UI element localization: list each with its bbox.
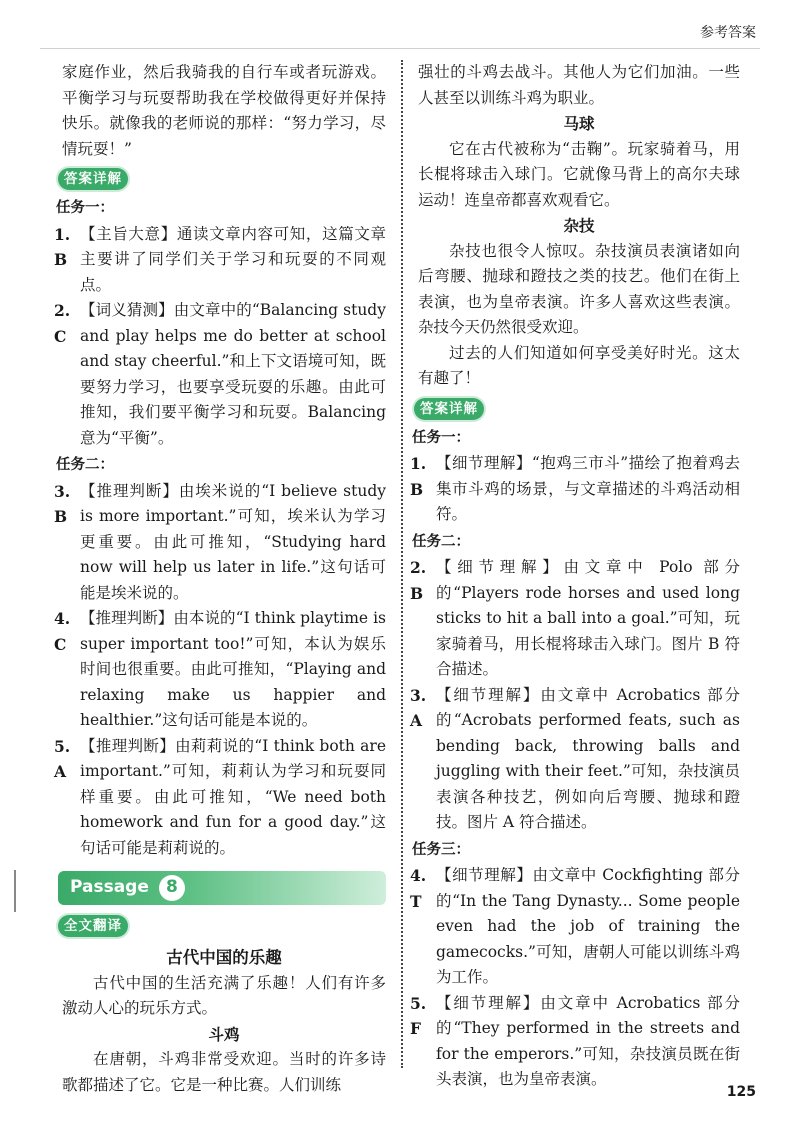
- left-column: [54, 60, 386, 1098]
- answer-number: 2. B: [410, 558, 427, 603]
- answer-item: [54, 298, 386, 451]
- answer-item: [410, 555, 740, 683]
- answer-text: 【主旨大意】通读文章内容可知，这篇文章主要讲了同学们关于学习和玩耍的不同观点。: [80, 224, 386, 294]
- answer-item: [54, 479, 386, 607]
- task-two-heading: 任务二：: [412, 533, 470, 550]
- answer-number: 1. B: [54, 224, 71, 269]
- answer-explanation-tag: 答案详解: [414, 398, 484, 420]
- story-paragraph: 杂技也很令人惊叹。杂技演员表演诸如向后弯腰、抛球和蹬技之类的技艺。他们在街上表演，也为皇帝表演。许多人喜欢这些表演。杂技今天仍然很受欢迎。: [418, 241, 740, 336]
- passage-number: 8: [159, 875, 185, 901]
- answer-explanation-tag: 答案详解: [58, 168, 128, 190]
- answer-text: 【词义猜测】由文章中的“Balancing study and play helps me do better at school and stay cheerful.”和上下文语境可知，既要努力学习，也要享受玩耍的乐趣。由此可推知，我们要平衡学习和玩耍。Balancing 意为“平衡”。: [80, 301, 386, 447]
- header-rule: [40, 48, 760, 49]
- answer-text: 【细节理解】“抱鸡三市斗”描绘了抱着鸡去集市斗鸡的场景，与文章描述的斗鸡活动相符。: [436, 454, 740, 523]
- page-number: 125: [726, 1084, 756, 1100]
- story-closing: 过去的人们知道如何享受美好时光。这太有趣了！: [418, 343, 740, 387]
- passage-label: Passage: [70, 877, 149, 898]
- answer-number: 4. T: [410, 866, 427, 911]
- answer-number: 1. B: [410, 454, 427, 499]
- answer-text: 【细节理解】由文章中 Cockfighting 部分的“In the Tang Dynasty... Some people even had the job of training the gamecocks.”可知，唐朝人可能以训练斗鸡为工作。: [436, 866, 740, 986]
- story-paragraph: 它在古代被称为“击鞠”。玩家骑着马，用长棍将球击入球门。它就像马背上的高尔夫球运动！连皇帝都喜欢观看它。: [418, 139, 740, 209]
- answer-text: 【细节理解】由文章中 Acrobatics 部分的“They performed in the streets and for the emperors.”可知，杂技演员既在街头表演，也为皇帝表演。: [436, 993, 740, 1088]
- story-paragraph-continued: 强壮的斗鸡去战斗。其他人为它们加油。一些人甚至以训练斗鸡为职业。: [418, 63, 740, 107]
- task-one-heading: 任务一：: [56, 200, 114, 216]
- answer-item: [410, 991, 740, 1093]
- answer-item: [410, 863, 740, 991]
- answer-text: 【细节理解】由文章中 Polo 部分的“Players rode horses and used long sticks to hit a ball into a goal.”可知，玩家骑着马，用长棍将球击入球门。图片 B 符合描述。: [436, 558, 740, 678]
- answer-text: 【推理判断】由埃米说的“I believe study is more important.”可知，埃米认为学习更重要。由此可推知，“Studying hard now will help us later in life.”这句话可能是埃米说的。: [80, 481, 386, 602]
- answer-text: 【推理判断】由莉莉说的“I think both are important.”可知，莉莉认为学习和玩耍同样重要。由此可推知，“We need both homework and fun for a good day.”这句话可能是莉莉说的。: [80, 736, 386, 857]
- right-column: [410, 60, 740, 1093]
- story-title: 古代中国的乐趣: [166, 948, 282, 967]
- answer-number: 2. C: [54, 301, 71, 346]
- running-header: 参考答案: [700, 25, 756, 41]
- section-heading-cockfighting: 斗鸡: [208, 1024, 240, 1044]
- column-divider: [401, 60, 403, 1068]
- answer-number: 5. F: [410, 993, 427, 1038]
- passage-banner: [58, 871, 386, 905]
- task-one-heading: 任务一：: [412, 429, 470, 446]
- answer-text: 【细节理解】由文章中 Acrobatics 部分的“Acrobats performed feats, such as bending back, throwing balls and juggling with their feet.”可知，杂技演员表演各种技艺，例如向后弯腰、抛球和蹬技。图片 A 符合描述。: [436, 685, 740, 831]
- answer-item: [410, 683, 740, 836]
- answer-item: [54, 734, 386, 862]
- answer-item: [54, 222, 386, 299]
- full-translation-tag: 全文翻译: [58, 915, 128, 937]
- answer-number: 3. B: [54, 481, 71, 526]
- intro-paragraph: 家庭作业，然后我骑我的自行车或者玩游戏。平衡学习与玩耍帮助我在学校做得更好并保持快乐。就像我的老师说的那样：“努力学习，尽情玩耍！”: [62, 63, 386, 158]
- answer-text: 【推理判断】由本说的“I think playtime is super important too!”可知，本认为娱乐时间也很重要。由此可推知，“Playing and relaxing make us happier and healthier.”这句话可能是本说的。: [80, 609, 386, 729]
- answer-number: 4. C: [54, 609, 71, 654]
- answer-number: 5. A: [54, 736, 71, 781]
- answer-item: [54, 606, 386, 734]
- scan-edge-mark: [14, 870, 16, 912]
- story-paragraph: 在唐朝，斗鸡非常受欢迎。当时的许多诗歌都描述了它。它是一种比赛。人们训练: [62, 1050, 386, 1094]
- story-paragraph: 古代中国的生活充满了乐趣！人们有许多激动人心的玩乐方式。: [62, 973, 386, 1017]
- task-three-heading: 任务三：: [412, 841, 470, 858]
- section-heading-polo: 马球: [563, 114, 595, 133]
- answer-item: [410, 451, 740, 528]
- section-heading-acrobatics: 杂技: [563, 216, 595, 235]
- task-two-heading: 任务二：: [56, 457, 114, 473]
- answer-number: 3. A: [410, 685, 427, 730]
